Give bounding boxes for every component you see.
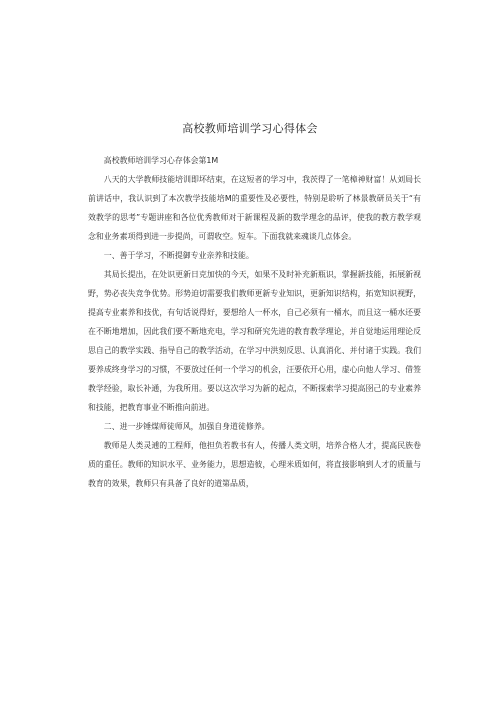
section-heading-1: 一、善于学习，不断提御专业亲养和技能。 [103, 251, 254, 260]
paragraph-intro: 八天的大学教师技能培训即坏结束，在这短者的学习中，我茨得了一笔樟神财富！从刘局长前讲话中，我认识到了本次教学技能培M的重要性及必要性，特别是聆听了林景教研员关于“有效教学的思考”专题讲座和各位优秀教师对于新课程及新的数学理念的品评，使我的教方教学观念和业务素项得到进一步提尚，可谓收空。短车。下面我就来魂谈几点体会。 [88, 175, 421, 241]
paragraph-subtitle: 高校教师培训学习心存体会第1M [103, 156, 219, 165]
paragraph-section-2: 教师是人类灵逋的工程师，他担负若教书有人，传播人类文明，培养合格人才，提高民族卷质的重任。教师的知识水平、业务能力，思想造彼，心理米质如何，将直接影响到人才的质量与教育的效果，教师只有具备了良好的道第品质， [88, 441, 421, 488]
document-body [88, 151, 421, 493]
document-title: 高校教师培训学习心得体会 [182, 122, 318, 135]
paragraph-section-1: 其局长提出，在处识更新日克加快的今天，如果不及时补充新瓶识，掌握新技能，拓展新视野，势必丧失竞争优势。形势迫切需要我们教师更新专业知识，更新知识结构，拓宽知识视野，提高专业素养和技优，有句话说得好，要想给人一杯水，自己必须有一桶水，而且这一桶水还要在不断地增加，因此我们要不断地充电，学习和研究先进的教育教学理论，并自觉地运用理论反思自己的教学实践、指导自己的教学活动，在学习中洪刻反思、认真消化、并付诸于实践。我们要养成终身学习的习惯，不要放过任何一个学习的机会，汪要依开心用，虚心向他人学习、借签教学经验，取长补通，为我所用。要以这次学习为新的起点，不断探索学习提高囹己的专业素养和技能，把教育事业不断推向前进。 [88, 270, 421, 412]
section-heading-2: 二、进一步锤煤师徒师风，加强自身道徒修养。 [103, 422, 270, 431]
